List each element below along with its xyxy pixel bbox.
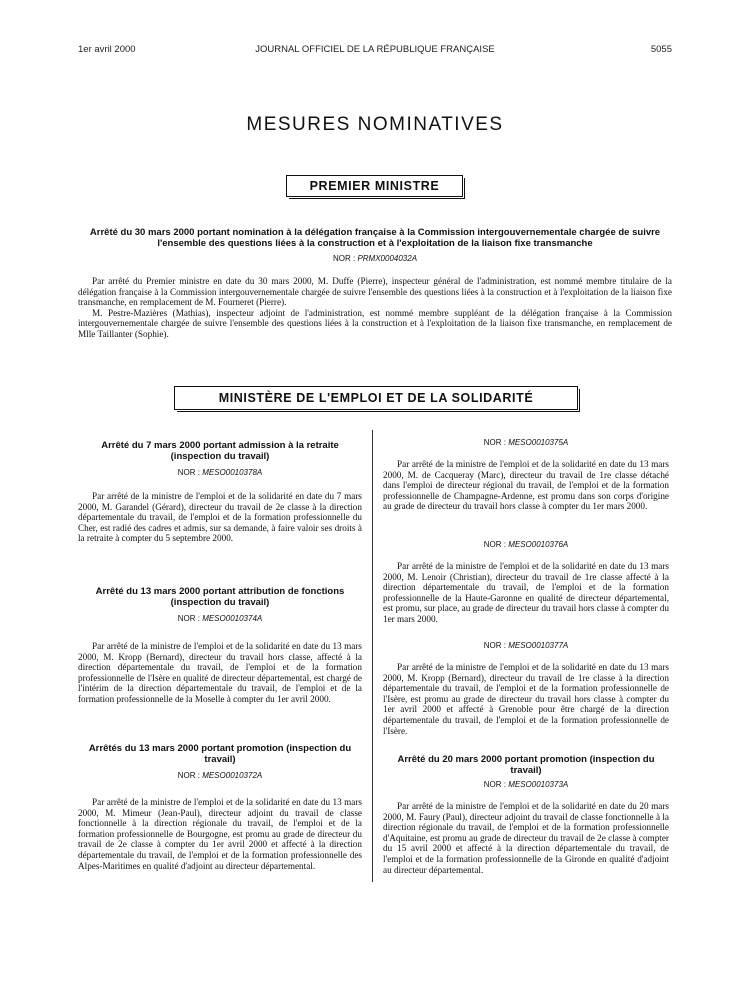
nor-reference — [78, 468, 362, 477]
nor-reference — [78, 771, 362, 780]
nor-label: NOR : — [483, 641, 506, 650]
arrete-title: Arrêté du 13 mars 2000 portant attribution de fonctions (inspection du travail) — [95, 586, 345, 608]
paragraph: Par arrêté du Premier ministre en date du 30 mars 2000, M. Duffe (Pierre), inspecteur général de l'administration, est nommé membre titulaire de la délégation française à la Commission intergouvernementale chargée de suivre l'ensemble des questions liées à la construction et à l'exploitation de la liaison fixe transmanche, en remplacement de M. Fourneret (Pierre). — [78, 276, 672, 308]
nor-code: PRMX0004032A — [357, 254, 418, 263]
nor-reference — [78, 254, 672, 263]
nor-label: NOR : — [177, 468, 200, 477]
arrete-body — [383, 662, 669, 736]
arrete-title: Arrêté du 20 mars 2000 portant promotion (inspection du travail) — [397, 754, 655, 776]
section-title-ministere: MINISTÈRE DE L'EMPLOI ET DE LA SOLIDARITÉ — [174, 386, 578, 410]
paragraph: M. Pestre-Mazières (Mathias), inspecteur adjoint de l'administration, est nommé membre suppléant de la délégation française à la Commission intergouvernementale chargée de suivre l'ensemble des questions liées à la construction et à l'exploitation de la liaison fixe transmanche, en remplacement de Mlle Taillanter (Sophie). — [78, 307, 672, 339]
nor-code: MESO0010376A — [508, 540, 569, 549]
nor-code: MESO0010378A — [202, 468, 263, 477]
header-page-number: 5055 — [650, 44, 672, 55]
paragraph: Par arrêté de la ministre de l'emploi et de la solidarité en date du 7 mars 2000, M. Garandel (Gérard), directeur du travail de 2e classe à la direction départementale du travail, de l'emploi et de la formation professionnelle du Cher, est radié des cadres et admis, sur sa demande, à faire valoir ses droits à la retraite à compter du 5 septembre 2000. — [78, 491, 362, 544]
paragraph: Par arrêté de la ministre de l'emploi et de la solidarité en date du 13 mars 2000, M. de Cacqueray (Marc), directeur du travail de 1re classe détaché dans l'emploi de directeur régional du travail, de l'emploi et de la formation professionnelle de Champagne-Ardenne, est promu dans son corps d'origine au grade de directeur du travail hors classe à compter du 1er mars 2000. — [383, 459, 669, 512]
nor-reference — [78, 614, 362, 623]
paragraph: Par arrêté de la ministre de l'emploi et de la solidarité en date du 13 mars 2000, M. Lenoir (Christian), directeur du travail de 1re classe affecté à la direction départementale du travail, de l'emploi et de la formation professionnelle de la Haute-Garonne en qualité de directeur départemental, est promu, sur place, au grade de directeur du travail hors classe à compter du 1er mars 2000. — [383, 561, 669, 624]
arrete-body — [383, 561, 669, 625]
nor-code: MESO0010373A — [508, 780, 569, 789]
paragraph: Par arrêté de la ministre de l'emploi et de la solidarité en date du 13 mars 2000, M. Mimeur (Jean-Paul), directeur adjoint du travail de classe fonctionnelle à la direction régionale du travail, de l'emploi et de la formation professionnelle de Bourgogne, est promu au grade de directeur du travail de 2e classe à compter du 1er avril 2000 et affecté à la direction départementale du travail, de l'emploi et de la formation professionnelle des Alpes-Maritimes en qualité d'adjoint au directeur départemental. — [78, 797, 362, 871]
paragraph: Par arrêté de la ministre de l'emploi et de la solidarité en date du 20 mars 2000, M. Faury (Paul), directeur adjoint du travail de classe fonctionnelle à la direction régionale du travail, de l'emploi et de la formation professionnelle d'Aquitaine, est promu au grade de directeur du travail de 2e classe à compter du 15 avril 2000 et affecté à la direction départementale du travail, de l'emploi et de la formation professionnelle de la Gironde en qualité d'adjoint au directeur départemental. — [383, 801, 669, 875]
section-title-premier-ministre: PREMIER MINISTRE — [286, 175, 463, 197]
header-date: 1er avril 2000 — [78, 44, 136, 55]
arrete-body — [383, 801, 669, 875]
arrete-body — [383, 459, 669, 512]
nor-code: MESO0010375A — [508, 438, 569, 447]
arrete-title: Arrêté du 30 mars 2000 portant nomination à la délégation française à la Commission intergouvernementale chargée de suivre l'ensemble des questions liées à la construction et à l'exploitation de la liaison fixe transmanche — [89, 227, 661, 249]
nor-label: NOR : — [177, 771, 200, 780]
nor-code: MESO0010377A — [508, 641, 569, 650]
nor-label: NOR : — [483, 438, 506, 447]
nor-reference — [383, 780, 669, 789]
nor-code: MESO0010372A — [202, 771, 263, 780]
nor-reference — [383, 540, 669, 549]
arrete-body — [78, 797, 362, 871]
arrete-title: Arrêtés du 13 mars 2000 portant promotion (inspection du travail) — [88, 743, 352, 765]
nor-label: NOR : — [177, 614, 200, 623]
paragraph: Par arrêté de la ministre de l'emploi et de la solidarité en date du 13 mars 2000, M. Kropp (Bernard), directeur du travail hors classe, affecté à la direction départementale du travail, de l'emploi et de la formation professionnelle de l'Isère en qualité de directeur départemental, est chargé de l'intérim de la direction départementale du travail, de l'emploi et de la formation professionnelle de la Moselle à compter du 1er avril 2000. — [78, 641, 362, 704]
arrete-body — [78, 641, 362, 705]
column-divider — [372, 430, 373, 882]
nor-code: MESO0010374A — [202, 614, 263, 623]
nor-label: NOR : — [483, 780, 506, 789]
nor-reference — [383, 641, 669, 650]
arrete-body — [78, 276, 672, 340]
arrete-title: Arrêté du 7 mars 2000 portant admission à la retraite (inspection du travail) — [101, 440, 339, 462]
header-journal-title: JOURNAL OFFICIEL DE LA RÉPUBLIQUE FRANÇAISE — [255, 44, 495, 55]
page-title: MESURES NOMINATIVES — [246, 114, 504, 135]
paragraph: Par arrêté de la ministre de l'emploi et de la solidarité en date du 13 mars 2000, M. Kropp (Bernard), directeur du travail de 1re classe à la direction départementale du travail, de l'emploi et de la formation professionnelle de l'Isère, est promu au grade de directeur du travail hors classe à compter du 1er avril 2000 et affecté à Grenoble pour être chargé de la direction départementale du travail, de l'emploi et de la formation professionnelle de l'Isère. — [383, 662, 669, 736]
arrete-body — [78, 491, 362, 544]
nor-label: NOR : — [332, 254, 356, 263]
nor-reference — [383, 438, 669, 447]
nor-label: NOR : — [483, 540, 506, 549]
